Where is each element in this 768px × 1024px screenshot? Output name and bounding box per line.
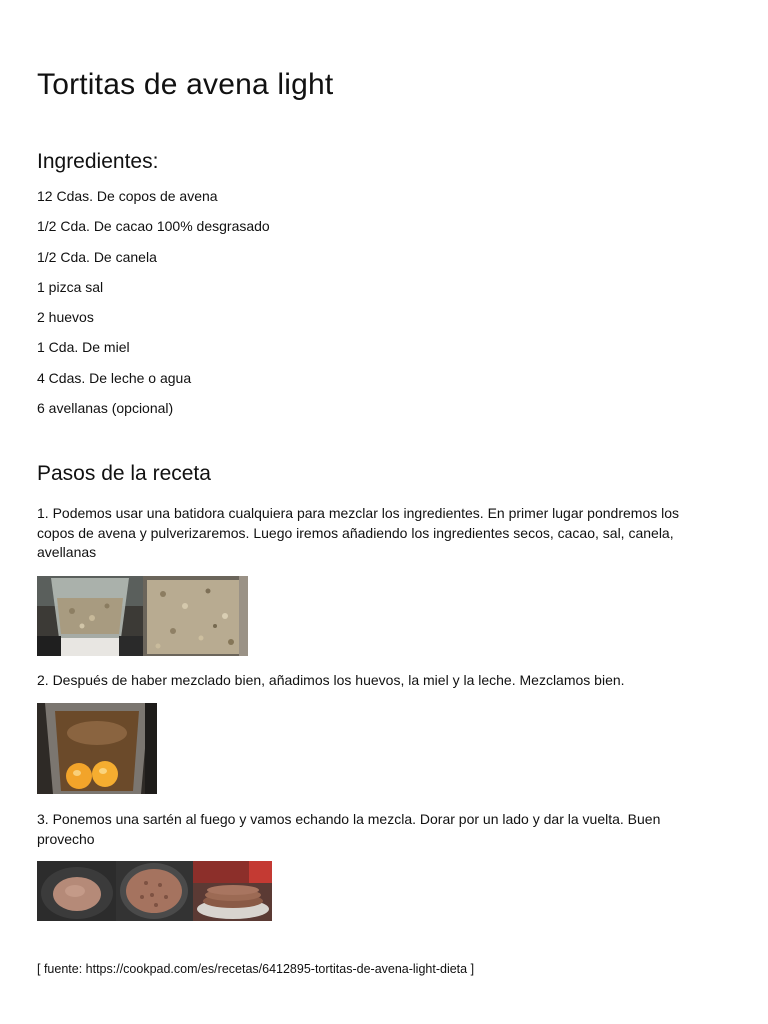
- ingredient-item: 1/2 Cda. De cacao 100% desgrasado: [37, 218, 270, 235]
- step-1-text: 1. Podemos usar una batidora cualquiera para mezclar los ingredientes. En primer lugar pondremos los copos de avena y pulverizaremos. Luego iremos añadiendo los ingredientes secos, cacao, sal, canela, avellanas: [37, 505, 680, 560]
- pancake-flipped-photo: [116, 861, 193, 921]
- ingredient-item: 1/2 Cda. De canela: [37, 248, 157, 265]
- ingredients-heading: Ingredientes:: [37, 150, 159, 173]
- ground-oats-photo: [143, 576, 248, 656]
- blender-oats-photo: [37, 576, 143, 656]
- pancake-in-pan-photo: [37, 861, 116, 921]
- ingredient-item: 6 avellanas (opcional): [37, 400, 174, 417]
- ingredient-item: 4 Cdas. De leche o agua: [37, 369, 192, 386]
- ingredients-list: [37, 187, 270, 429]
- ingredient-item: 12 Cdas. De copos de avena: [37, 188, 218, 204]
- step-2-text: 2. Después de haber mezclado bien, añadimos los huevos, la miel y la leche. Mezclamos bien.: [37, 672, 625, 688]
- ingredient-item: 1 Cda. De miel: [37, 339, 130, 356]
- step-3-text: 3. Ponemos una sartén al fuego y vamos echando la mezcla. Dorar por un lado y dar la vuelta. Buen provecho: [37, 811, 661, 847]
- pancake-stack-photo: [193, 861, 272, 921]
- recipe-title: Tortitas de avena light: [37, 68, 334, 101]
- ingredient-item: 2 huevos: [37, 309, 94, 326]
- steps-heading: Pasos de la receta: [37, 462, 211, 485]
- eggs-in-blender-photo: [37, 703, 157, 794]
- source-citation: [ fuente: https://cookpad.com/es/recetas/6412895-tortitas-de-avena-light-dieta ]: [37, 962, 475, 976]
- ingredient-item: 1 pizca sal: [37, 278, 104, 295]
- step-1-photos: [37, 576, 248, 656]
- step-2-photos: [37, 703, 157, 794]
- step-3-photos: [37, 861, 272, 921]
